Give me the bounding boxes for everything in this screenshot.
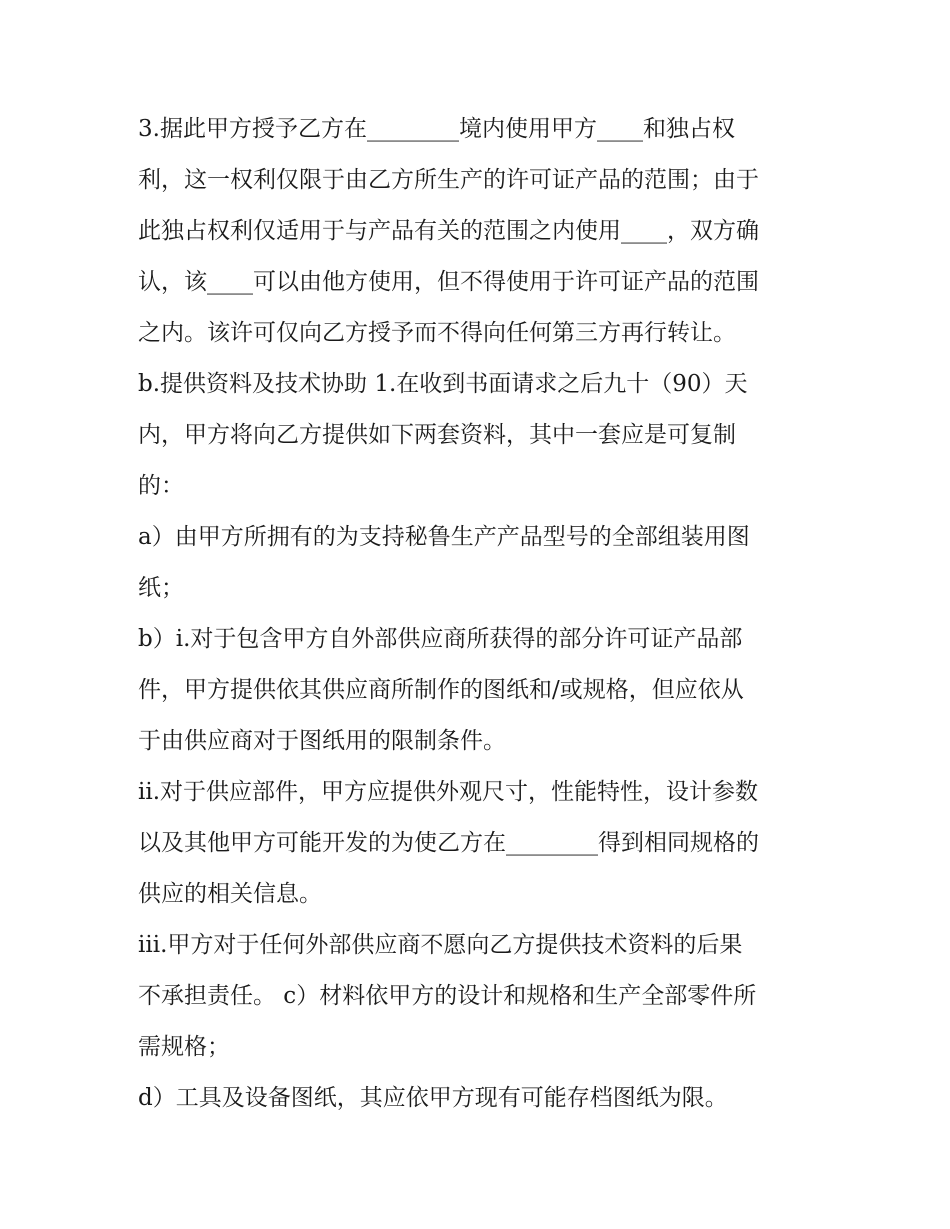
text-line: 利，这一权利仅限于由乙方所生产的许可证产品的范围；由于	[138, 167, 759, 193]
text-line: 需规格；	[138, 1034, 230, 1060]
text-line: 此独占权利仅适用于与产品有关的范围之内使用____，双方确	[138, 218, 759, 244]
text-line: 认，该____可以由他方使用，但不得使用于许可证产品的范围	[138, 269, 759, 295]
text-line: 纸；	[138, 575, 184, 601]
text-line: 件，甲方提供依其供应商所制作的图纸和/或规格，但应依从	[138, 677, 744, 703]
text-line: b）ⅰ.对于包含甲方自外部供应商所获得的部分许可证产品部	[138, 626, 743, 652]
text-line: d）工具及设备图纸，其应依甲方现有可能存档图纸为限。	[138, 1085, 728, 1111]
text-line: 3.据此甲方授予乙方在________境内使用甲方____和独占权	[138, 116, 735, 142]
document-body	[138, 104, 818, 1124]
text-line: a）由甲方所拥有的为支持秘鲁生产产品型号的全部组装用图	[138, 524, 750, 550]
text-line: 以及其他甲方可能开发的为使乙方在________得到相同规格的	[138, 830, 759, 856]
text-line: 供应的相关信息。	[138, 881, 322, 907]
text-line: 内，甲方将向乙方提供如下两套资料，其中一套应是可复制	[138, 422, 736, 448]
text-line: iii.甲方对于任何外部供应商不愿向乙方提供技术资料的后果	[138, 932, 743, 958]
text-line: 之内。该许可仅向乙方授予而不得向任何第三方再行转让。	[138, 320, 736, 346]
text-line: 的：	[138, 473, 184, 499]
text-line: b.提供资料及技术协助 1.在收到书面请求之后九十（90）天	[138, 371, 748, 397]
text-line: 于由供应商对于图纸用的限制条件。	[138, 728, 506, 754]
text-line: ii.对于供应部件，甲方应提供外观尺寸，性能特性，设计参数	[138, 779, 759, 805]
text-line: 不承担责任。 c）材料依甲方的设计和规格和生产全部零件所	[138, 983, 757, 1009]
